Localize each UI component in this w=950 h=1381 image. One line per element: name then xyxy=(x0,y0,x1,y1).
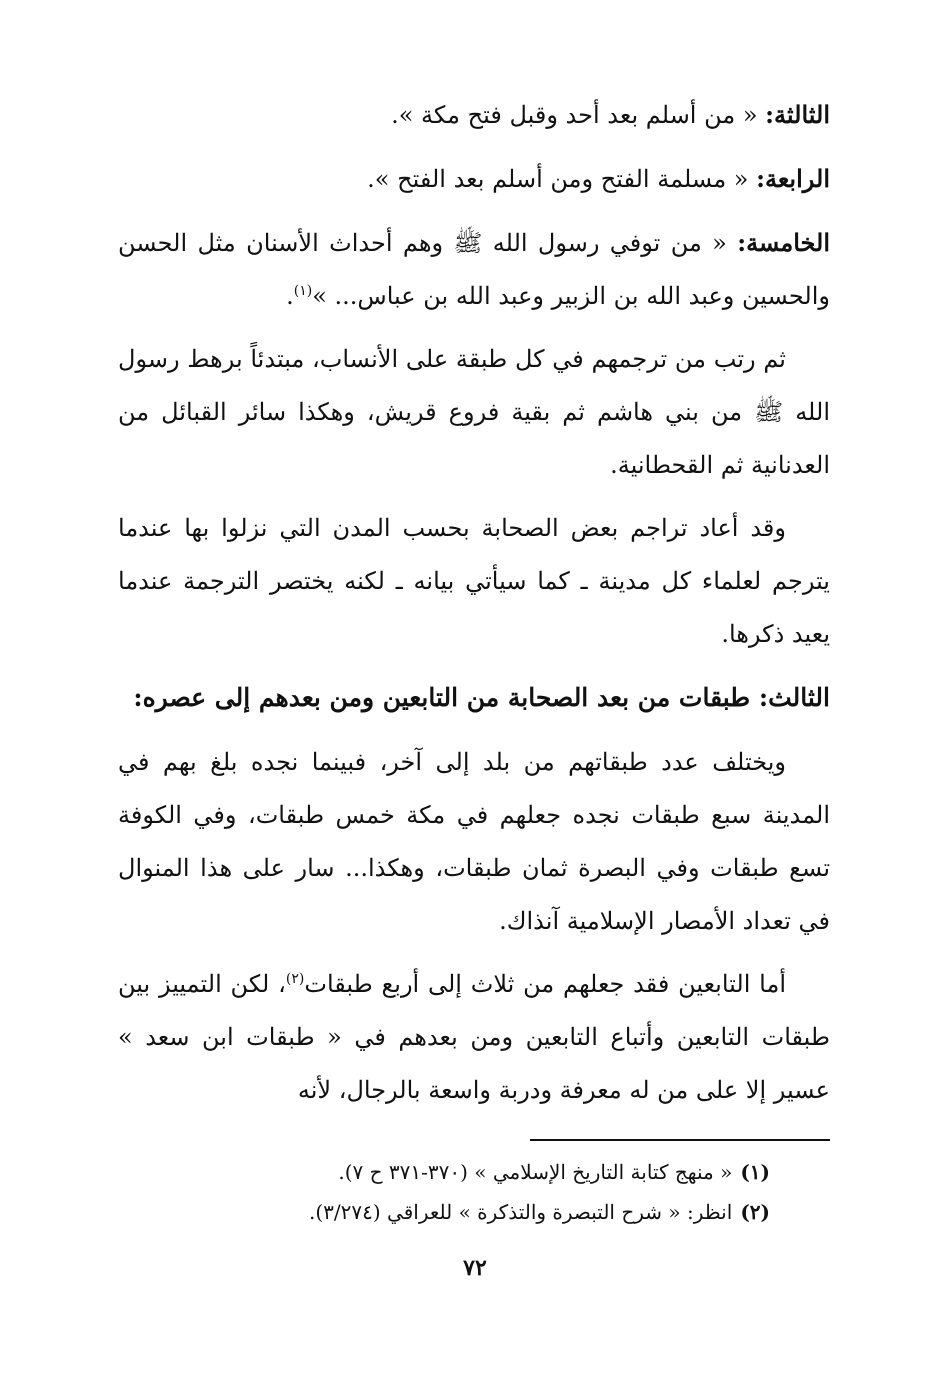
item-third xyxy=(118,88,830,142)
footnote-ref: (١) xyxy=(293,283,313,299)
item-label: الرابعة: xyxy=(756,164,830,193)
paragraph-repeated-biographies: وقد أعاد تراجم بعض الصحابة بحسب المدن التي نزلوا بها عندما يترجم لعلماء كل مدينة ـ كما سيأتي بيانه ـ لكنه يختصر الترجمة عندما يعيد ذكرها. xyxy=(118,514,830,648)
paragraph-text: أما التابعين فقد جعلهم من ثلاث إلى أربع طبقات xyxy=(304,970,786,998)
section-heading: الثالث: طبقات من بعد الصحابة من التابعين ومن بعدهم إلى عصره: xyxy=(133,683,830,712)
item-fourth xyxy=(118,152,830,206)
item-label: الخامسة: xyxy=(737,228,830,257)
item-text: « مسلمة الفتح ومن أسلم بعد الفتح ». xyxy=(367,165,757,193)
item-text: « من أسلم بعد أحد وقبل فتح مكة ». xyxy=(391,101,766,129)
footnote-number: (٢) xyxy=(740,1200,770,1224)
paragraph-text: ، لكن التمييز بين طبقات التابعين وأتباع التابعين ومن بعدهم في « طبقات ابن سعد » عسير إلا على من له معرفة ودربة واسعة بالرجال، لأنه xyxy=(118,970,830,1104)
item-label: الثالثة: xyxy=(765,100,830,129)
footnote-text: انظر: « شرح التبصرة والتذكرة » للعراقي (٣/٢٧٤). xyxy=(308,1200,733,1224)
page-body xyxy=(118,88,830,1127)
footnote-ref: (٢) xyxy=(285,971,305,987)
item-text: « من توفي رسول الله ﷺ وهم أحداث الأسنان مثل الحسن والحسين وعبد الله بن الزبير وعبد الله بن عباس... » xyxy=(118,229,830,310)
footnotes xyxy=(170,1152,770,1232)
footnote-divider xyxy=(530,1139,830,1141)
paragraph-tabiin xyxy=(118,958,830,1117)
footnote-number: (١) xyxy=(740,1160,770,1184)
paragraph-arrangement: ثم رتب من ترجمهم في كل طبقة على الأنساب، مبتدئاً برهط رسول الله ﷺ من بني هاشم ثم بقية فروع قريش، وهكذا سائر القبائل من العدنانية ثم القحطانية. xyxy=(118,345,830,479)
page-number: ٧٢ xyxy=(463,1255,487,1281)
footnote-text: « منهج كتابة التاريخ الإسلامي » (٣٧٠-٣٧١ ح ٧). xyxy=(338,1160,733,1184)
item-tail: . xyxy=(286,282,294,310)
footnote xyxy=(170,1152,770,1192)
footnote xyxy=(170,1192,770,1232)
paragraph-tabaqat-count: ويختلف عدد طبقاتهم من بلد إلى آخر، فبينما نجده بلغ بهم في المدينة سبع طبقات نجده جعلهم في مكة خمس طبقات، وفي الكوفة تسع طبقات وفي البصرة ثمان طبقات، وهكذا... سار على هذا المنوال في تعداد الأمصار الإسلامية آنذاك. xyxy=(118,748,830,935)
item-fifth xyxy=(118,216,830,323)
